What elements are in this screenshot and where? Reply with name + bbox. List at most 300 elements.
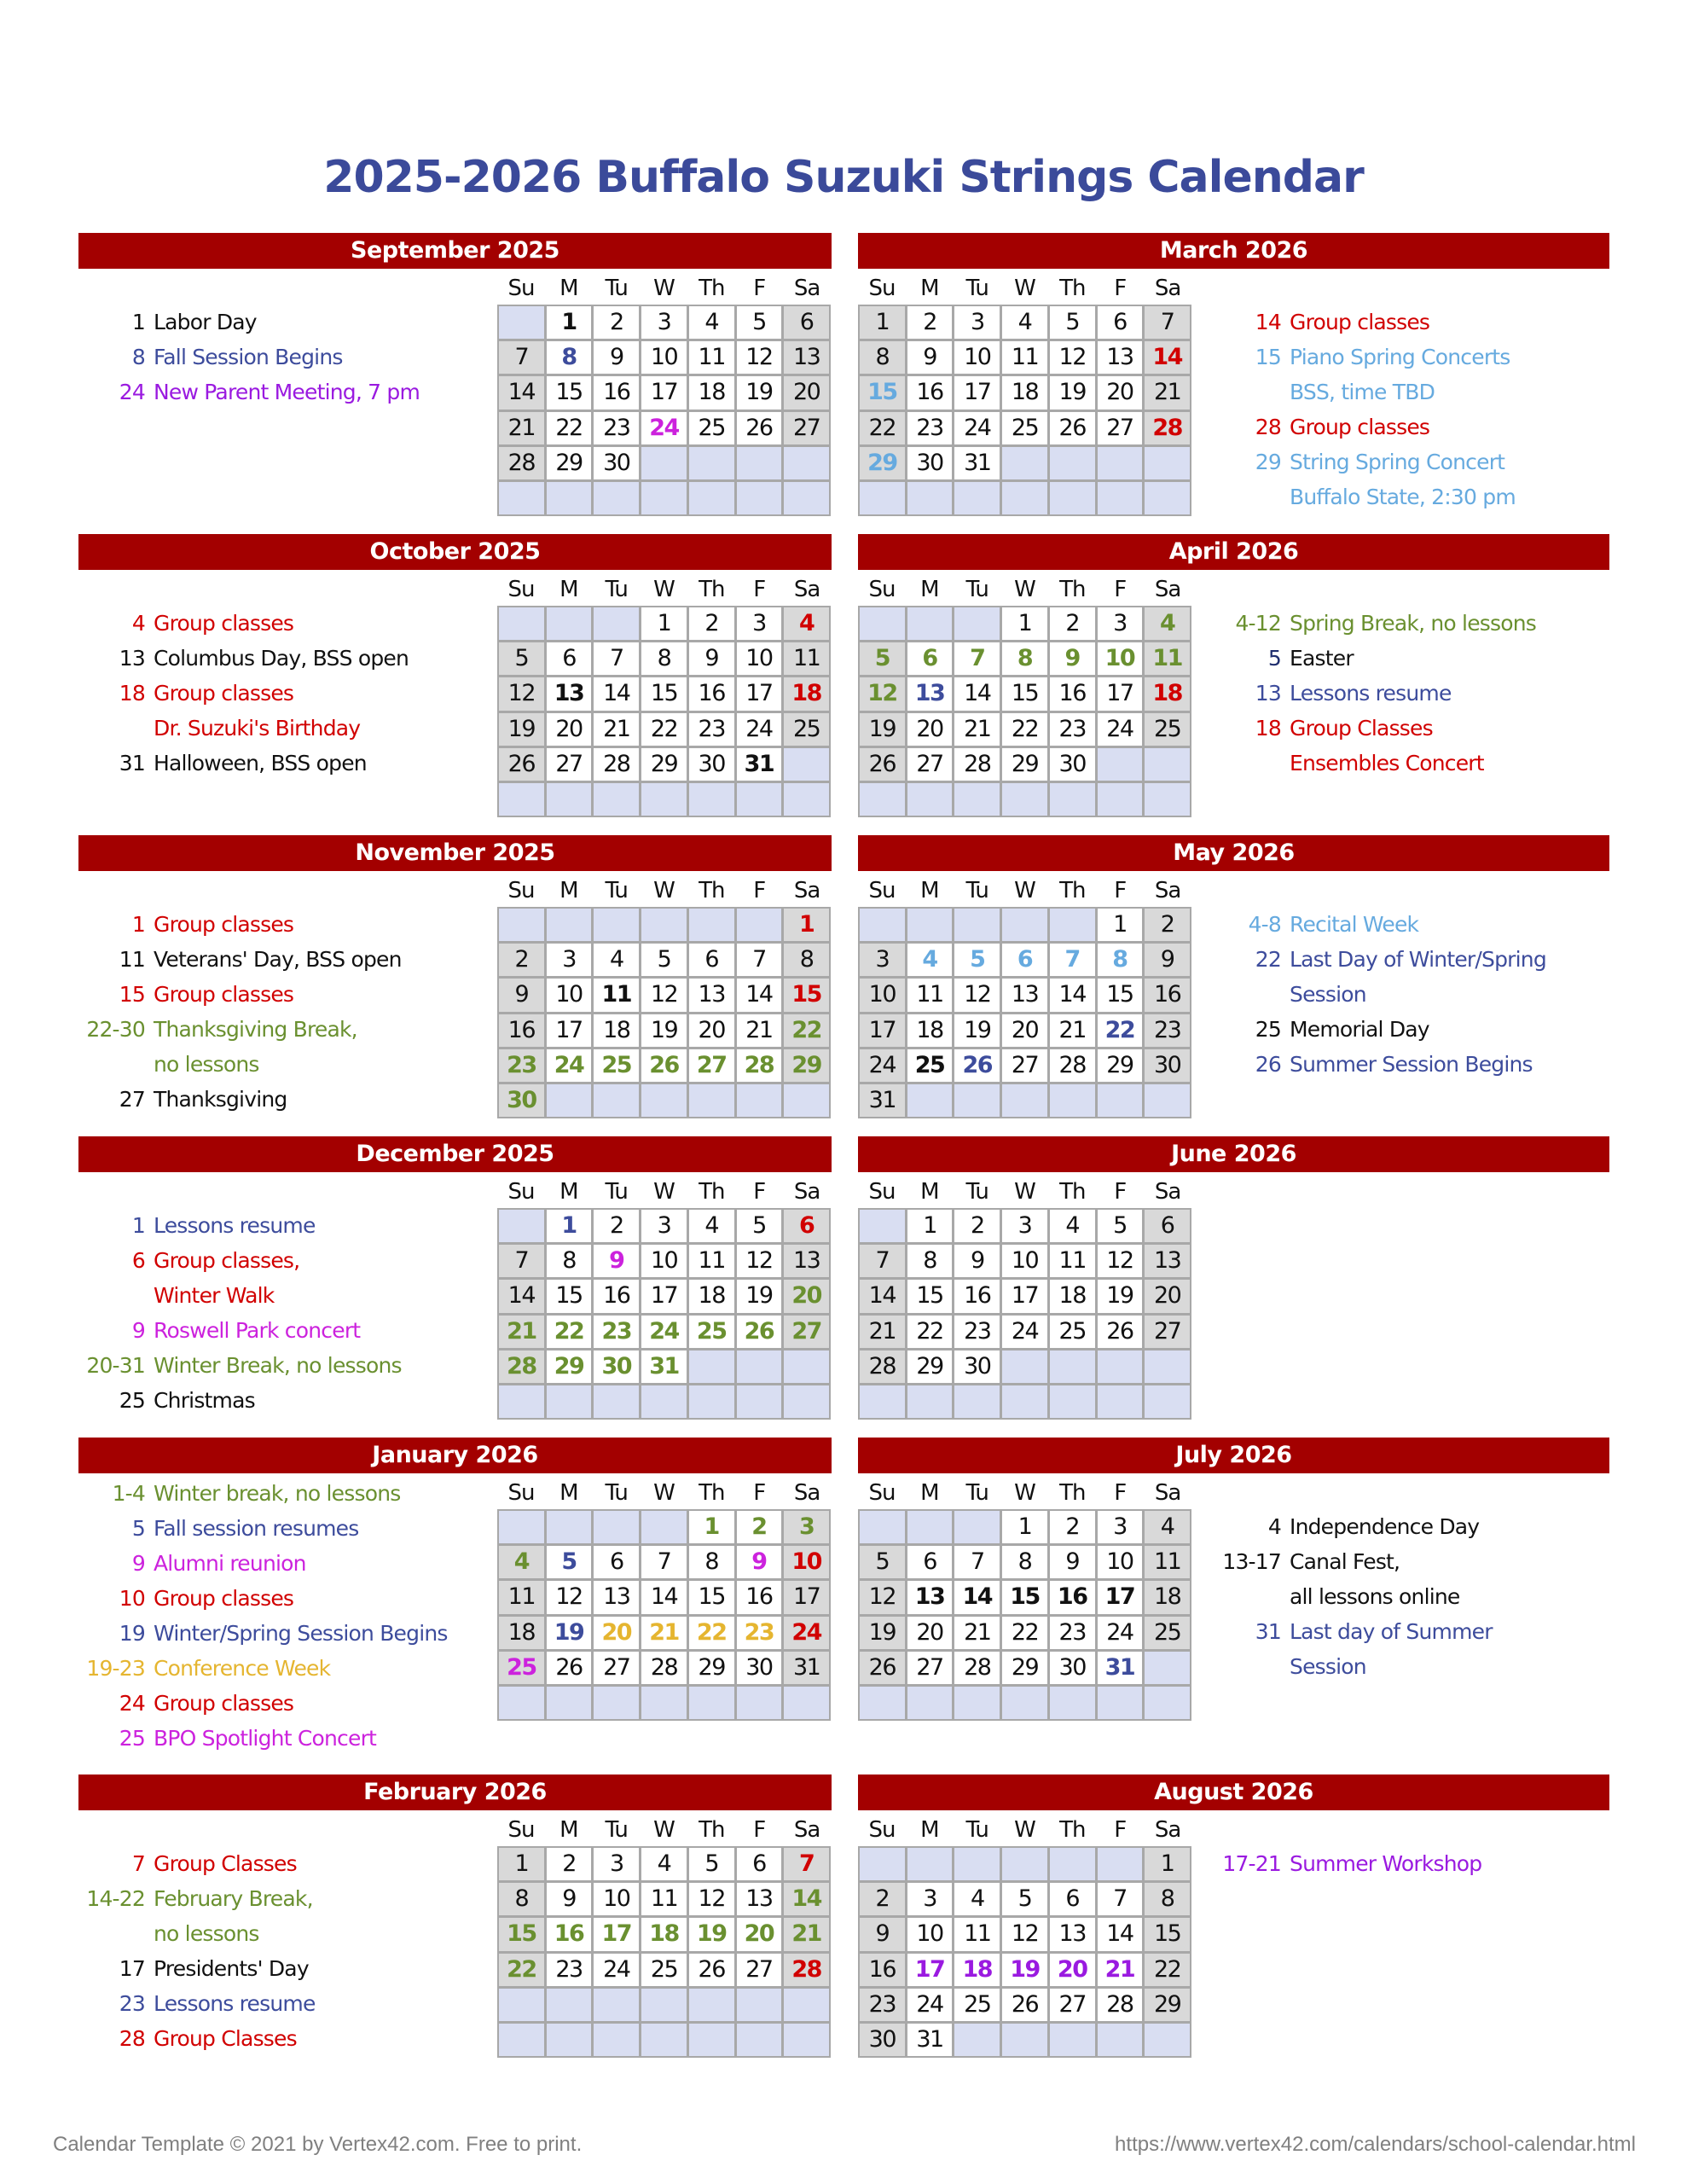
- weekday-label: M: [559, 1817, 578, 1843]
- day-cell: 21: [954, 713, 1000, 746]
- weekday-label: Th: [1059, 1179, 1086, 1205]
- weekday-label: Su: [868, 1817, 896, 1843]
- day-cell: 17: [641, 1280, 687, 1312]
- event-date: 13: [119, 646, 145, 671]
- day-cell: 2: [907, 306, 953, 339]
- day-cell: 25: [1145, 1617, 1190, 1649]
- event-label: Veterans' Day, BSS open: [154, 947, 402, 972]
- day-cell: 6: [1050, 1883, 1095, 1915]
- day-cell: 16: [547, 1918, 592, 1950]
- day-cell: 25: [1050, 1316, 1095, 1348]
- weekday-label: Su: [868, 577, 896, 602]
- event-item: [1216, 305, 1609, 340]
- empty-day-cell: [547, 482, 592, 514]
- event-date: 31: [119, 751, 145, 775]
- day-cell: 27: [594, 1652, 639, 1684]
- footer-url[interactable]: https://www.vertex42.com/calendars/school-calendar.html: [1115, 2133, 1636, 2156]
- weekday-label: Th: [699, 878, 725, 903]
- weekday-label: Tu: [605, 1179, 628, 1205]
- weekday-label: Su: [507, 1179, 535, 1205]
- day-cell: 20: [907, 713, 953, 746]
- day-cell: 27: [907, 1652, 953, 1684]
- event-item: [78, 1511, 488, 1546]
- day-cell: 19: [499, 713, 544, 746]
- weekday-label: Tu: [605, 577, 628, 602]
- day-cell: 12: [860, 677, 905, 710]
- event-item: [1216, 1649, 1609, 1684]
- weekday-label: Su: [507, 1480, 535, 1506]
- event-date: 1-4: [112, 1481, 145, 1506]
- event-list: [78, 907, 488, 1117]
- day-cell: 5: [689, 1848, 734, 1880]
- event-label: Group classes: [154, 982, 294, 1007]
- day-cell: 20: [907, 1617, 953, 1649]
- day-cell: 20: [1050, 1954, 1095, 1986]
- weekday-label: M: [920, 276, 939, 301]
- event-label: Group classes,: [154, 1248, 300, 1273]
- event-item: [1216, 606, 1609, 641]
- day-cell: 6: [547, 642, 592, 675]
- event-item: [78, 1846, 488, 1881]
- event-label: BSS, time TBD: [1290, 380, 1435, 404]
- day-cell: 9: [1145, 944, 1190, 976]
- day-cell: 29: [784, 1049, 829, 1082]
- event-date: 27: [119, 1087, 145, 1112]
- empty-day-cell: [907, 482, 953, 514]
- event-label: February Break,: [154, 1886, 313, 1911]
- weekday-label: F: [753, 1179, 766, 1205]
- event-label: Thanksgiving Break,: [154, 1017, 357, 1042]
- day-cell: 23: [594, 412, 639, 444]
- event-item: [78, 1348, 488, 1383]
- event-date: 8: [131, 345, 145, 369]
- weekday-label: W: [1014, 878, 1035, 903]
- event-label: Memorial Day: [1290, 1017, 1429, 1042]
- day-cell: 25: [907, 1049, 953, 1082]
- day-cell: 10: [954, 341, 1000, 374]
- day-cell: 7: [499, 1245, 544, 1277]
- day-cell: 31: [784, 1652, 829, 1684]
- event-label: Independence Day: [1290, 1514, 1480, 1539]
- day-cell: 5: [1002, 1883, 1047, 1915]
- empty-day-cell: [1098, 1350, 1143, 1383]
- month-grid: [497, 305, 831, 516]
- day-cell: 26: [1002, 1989, 1047, 2021]
- weekday-header: [858, 575, 1191, 604]
- day-cell: 11: [689, 1245, 734, 1277]
- empty-day-cell: [1098, 1848, 1143, 1880]
- day-cell: 20: [784, 376, 829, 409]
- day-cell: 27: [1050, 1989, 1095, 2021]
- day-cell: 7: [860, 1245, 905, 1277]
- empty-day-cell: [954, 909, 1000, 941]
- empty-day-cell: [784, 1989, 829, 2021]
- empty-day-cell: [954, 607, 1000, 640]
- day-cell: 22: [1002, 713, 1047, 746]
- weekday-label: Tu: [965, 1817, 988, 1843]
- empty-day-cell: [1002, 482, 1047, 514]
- event-item: [78, 2021, 488, 2056]
- day-cell: 31: [737, 748, 782, 781]
- day-cell: 28: [737, 1049, 782, 1082]
- event-list: [1216, 1509, 1609, 1684]
- empty-day-cell: [1050, 2024, 1095, 2056]
- day-cell: 18: [1145, 677, 1190, 710]
- empty-day-cell: [860, 909, 905, 941]
- day-cell: 22: [499, 1954, 544, 1986]
- event-label: Presidents' Day: [154, 1956, 309, 1981]
- empty-day-cell: [1002, 447, 1047, 479]
- event-item: [78, 375, 488, 410]
- day-cell: 15: [689, 1581, 734, 1613]
- empty-day-cell: [499, 1511, 544, 1543]
- empty-day-cell: [954, 482, 1000, 514]
- empty-day-cell: [784, 748, 829, 781]
- day-cell: 23: [689, 713, 734, 746]
- event-label: Group Classes: [154, 2026, 297, 2051]
- day-cell: 8: [547, 1245, 592, 1277]
- empty-day-cell: [689, 1989, 734, 2021]
- event-item: [1216, 1846, 1609, 1881]
- event-date: 20-31: [86, 1353, 145, 1378]
- empty-day-cell: [1098, 482, 1143, 514]
- event-item: [78, 1383, 488, 1418]
- day-cell: 25: [499, 1652, 544, 1684]
- day-cell: 2: [1145, 909, 1190, 941]
- event-item: [78, 305, 488, 340]
- day-cell: 30: [594, 1350, 639, 1383]
- day-cell: 23: [1145, 1014, 1190, 1047]
- event-label: no lessons: [154, 1921, 259, 1946]
- event-item: [78, 1986, 488, 2021]
- day-cell: 20: [1145, 1280, 1190, 1312]
- event-list: [78, 1208, 488, 1418]
- day-cell: 23: [1050, 713, 1095, 746]
- day-cell: 2: [499, 944, 544, 976]
- day-cell: 17: [784, 1581, 829, 1613]
- day-cell: 28: [784, 1954, 829, 1986]
- empty-day-cell: [954, 1511, 1000, 1543]
- day-cell: 23: [499, 1049, 544, 1082]
- day-cell: 22: [547, 412, 592, 444]
- event-date: 24: [119, 380, 145, 404]
- day-cell: 19: [737, 1280, 782, 1312]
- day-cell: 27: [1145, 1316, 1190, 1348]
- empty-day-cell: [547, 1687, 592, 1719]
- day-cell: 8: [547, 341, 592, 374]
- event-date: 22-30: [86, 1017, 145, 1042]
- day-cell: 15: [1002, 1581, 1047, 1613]
- day-cell: 9: [954, 1245, 1000, 1277]
- event-list: [1216, 1846, 1609, 1881]
- day-cell: 14: [784, 1883, 829, 1915]
- day-cell: 31: [907, 2024, 953, 2056]
- weekday-label: Sa: [793, 1480, 820, 1506]
- day-cell: 14: [1098, 1918, 1143, 1950]
- day-cell: 18: [1145, 1581, 1190, 1613]
- event-item: [78, 1278, 488, 1313]
- day-cell: 11: [954, 1918, 1000, 1950]
- day-cell: 4: [907, 944, 953, 976]
- weekday-label: Th: [1059, 1480, 1086, 1506]
- day-cell: 10: [1002, 1245, 1047, 1277]
- empty-day-cell: [784, 1385, 829, 1418]
- day-cell: 6: [784, 306, 829, 339]
- weekday-label: Th: [699, 1817, 725, 1843]
- day-cell: 13: [907, 1581, 953, 1613]
- day-cell: 23: [860, 1989, 905, 2021]
- day-cell: 18: [641, 1918, 687, 1950]
- day-cell: 1: [547, 1210, 592, 1242]
- empty-day-cell: [1002, 1350, 1047, 1383]
- event-list: [78, 305, 488, 410]
- event-label: Thanksgiving: [154, 1087, 287, 1112]
- day-cell: 24: [641, 412, 687, 444]
- day-cell: 16: [594, 376, 639, 409]
- day-cell: 18: [784, 677, 829, 710]
- day-cell: 7: [499, 341, 544, 374]
- day-cell: 27: [1002, 1049, 1047, 1082]
- weekday-label: Th: [1059, 878, 1086, 903]
- empty-day-cell: [860, 783, 905, 816]
- day-cell: 29: [641, 748, 687, 781]
- day-cell: 31: [641, 1350, 687, 1383]
- day-cell: 19: [1002, 1954, 1047, 1986]
- empty-day-cell: [594, 482, 639, 514]
- day-cell: 26: [737, 1316, 782, 1348]
- day-cell: 9: [860, 1918, 905, 1950]
- day-cell: 6: [907, 1546, 953, 1578]
- day-cell: 10: [547, 979, 592, 1011]
- day-cell: 5: [499, 642, 544, 675]
- empty-day-cell: [907, 1511, 953, 1543]
- day-cell: 1: [860, 306, 905, 339]
- day-cell: 27: [1098, 412, 1143, 444]
- event-item: [78, 1651, 488, 1686]
- day-cell: 29: [860, 447, 905, 479]
- day-cell: 25: [1145, 713, 1190, 746]
- empty-day-cell: [1098, 2024, 1143, 2056]
- month-title: January 2026: [78, 1438, 832, 1473]
- day-cell: 26: [1050, 412, 1095, 444]
- day-cell: 22: [641, 713, 687, 746]
- month-title: September 2025: [78, 233, 832, 269]
- weekday-label: F: [1114, 1179, 1127, 1205]
- day-cell: 20: [594, 1617, 639, 1649]
- event-date: 13-17: [1222, 1549, 1281, 1574]
- weekday-label: Tu: [605, 276, 628, 301]
- day-cell: 6: [1145, 1210, 1190, 1242]
- day-cell: 26: [499, 748, 544, 781]
- day-cell: 30: [860, 2024, 905, 2056]
- day-cell: 19: [689, 1918, 734, 1950]
- day-cell: 24: [1002, 1316, 1047, 1348]
- day-cell: 15: [1098, 979, 1143, 1011]
- event-label: Lessons resume: [154, 1213, 316, 1238]
- day-cell: 5: [737, 306, 782, 339]
- event-item: [78, 606, 488, 641]
- day-cell: 1: [1002, 607, 1047, 640]
- day-cell: 10: [860, 979, 905, 1011]
- event-label: Group classes: [1290, 415, 1430, 439]
- day-cell: 30: [1050, 748, 1095, 781]
- event-item: [1216, 942, 1609, 977]
- event-date: 6: [131, 1248, 145, 1273]
- event-date: 19-23: [86, 1656, 145, 1681]
- day-cell: 5: [547, 1546, 592, 1578]
- event-date: 1: [131, 310, 145, 334]
- event-label: Piano Spring Concerts: [1290, 345, 1510, 369]
- event-label: Fall session resumes: [154, 1516, 359, 1541]
- event-list: [78, 1846, 488, 2056]
- day-cell: 22: [784, 1014, 829, 1047]
- empty-day-cell: [737, 1989, 782, 2021]
- day-cell: 19: [641, 1014, 687, 1047]
- day-cell: 28: [954, 748, 1000, 781]
- day-cell: 21: [1050, 1014, 1095, 1047]
- day-cell: 29: [547, 1350, 592, 1383]
- day-cell: 28: [594, 748, 639, 781]
- day-cell: 11: [689, 341, 734, 374]
- day-cell: 11: [907, 979, 953, 1011]
- event-label: String Spring Concert: [1290, 450, 1505, 474]
- empty-day-cell: [1050, 783, 1095, 816]
- day-cell: 25: [784, 713, 829, 746]
- event-label: Winter Break, no lessons: [154, 1353, 402, 1378]
- event-label: Summer Session Begins: [1290, 1052, 1533, 1077]
- event-label: Group classes: [154, 912, 294, 937]
- weekday-label: M: [920, 878, 939, 903]
- day-cell: 14: [860, 1280, 905, 1312]
- day-cell: 1: [1002, 1511, 1047, 1543]
- day-cell: 6: [594, 1546, 639, 1578]
- weekday-label: Tu: [965, 878, 988, 903]
- day-cell: 3: [737, 607, 782, 640]
- weekday-label: Su: [868, 878, 896, 903]
- day-cell: 21: [860, 1316, 905, 1348]
- event-label: Labor Day: [154, 310, 257, 334]
- empty-day-cell: [547, 783, 592, 816]
- day-cell: 28: [1098, 1989, 1143, 2021]
- event-label: Summer Workshop: [1290, 1851, 1482, 1876]
- weekday-label: Sa: [1154, 1817, 1181, 1843]
- event-label: Group Classes: [154, 1851, 297, 1876]
- day-cell: 16: [1145, 979, 1190, 1011]
- day-cell: 27: [737, 1954, 782, 1986]
- empty-day-cell: [860, 607, 905, 640]
- day-cell: 29: [1145, 1989, 1190, 2021]
- event-list: [1216, 606, 1609, 781]
- event-item: [78, 977, 488, 1012]
- day-cell: 30: [689, 748, 734, 781]
- month-block: [78, 1774, 832, 2056]
- empty-day-cell: [737, 482, 782, 514]
- weekday-label: Tu: [965, 577, 988, 602]
- month-grid: [858, 1846, 1191, 2058]
- empty-day-cell: [1098, 783, 1143, 816]
- day-cell: 10: [737, 642, 782, 675]
- event-label: Group classes: [154, 611, 294, 636]
- month-title: July 2026: [858, 1438, 1609, 1473]
- weekday-label: Sa: [793, 878, 820, 903]
- day-cell: 31: [860, 1084, 905, 1117]
- weekday-label: Sa: [793, 276, 820, 301]
- day-cell: 20: [784, 1280, 829, 1312]
- day-cell: 13: [1050, 1918, 1095, 1950]
- empty-day-cell: [1145, 1652, 1190, 1684]
- day-cell: 6: [1098, 306, 1143, 339]
- event-item: [78, 942, 488, 977]
- weekday-label: Sa: [793, 1179, 820, 1205]
- event-date: 4: [1267, 1514, 1281, 1539]
- event-item: [1216, 977, 1609, 1012]
- empty-day-cell: [594, 1084, 639, 1117]
- day-cell: 9: [594, 341, 639, 374]
- day-cell: 29: [1002, 1652, 1047, 1684]
- event-date: 5: [1267, 646, 1281, 671]
- day-cell: 21: [737, 1014, 782, 1047]
- month-grid: [497, 907, 831, 1118]
- event-label: Group Classes: [1290, 716, 1433, 741]
- day-cell: 12: [954, 979, 1000, 1011]
- day-cell: 24: [737, 713, 782, 746]
- day-cell: 25: [594, 1049, 639, 1082]
- empty-day-cell: [1098, 1385, 1143, 1418]
- day-cell: 5: [1050, 306, 1095, 339]
- empty-day-cell: [1145, 748, 1190, 781]
- day-cell: 3: [1002, 1210, 1047, 1242]
- month-title: November 2025: [78, 835, 832, 871]
- weekday-label: W: [653, 1480, 675, 1506]
- empty-day-cell: [1145, 1350, 1190, 1383]
- day-cell: 6: [907, 642, 953, 675]
- day-cell: 4: [689, 1210, 734, 1242]
- empty-day-cell: [860, 1848, 905, 1880]
- empty-day-cell: [689, 1385, 734, 1418]
- empty-day-cell: [907, 1687, 953, 1719]
- empty-day-cell: [499, 1385, 544, 1418]
- weekday-label: F: [753, 577, 766, 602]
- day-cell: 7: [1098, 1883, 1143, 1915]
- weekday-label: W: [1014, 1817, 1035, 1843]
- day-cell: 11: [1002, 341, 1047, 374]
- footer-copyright: Calendar Template © 2021 by Vertex42.com. Free to print.: [53, 2133, 583, 2156]
- day-cell: 1: [499, 1848, 544, 1880]
- day-cell: 15: [907, 1280, 953, 1312]
- weekday-label: Th: [1059, 1817, 1086, 1843]
- weekday-label: M: [559, 577, 578, 602]
- month-grid: [497, 1208, 831, 1420]
- empty-day-cell: [689, 2024, 734, 2056]
- event-label: BPO Spotlight Concert: [154, 1726, 377, 1751]
- day-cell: 13: [737, 1883, 782, 1915]
- day-cell: 18: [594, 1014, 639, 1047]
- day-cell: 3: [907, 1883, 953, 1915]
- day-cell: 19: [547, 1617, 592, 1649]
- day-cell: 30: [594, 447, 639, 479]
- day-cell: 5: [860, 642, 905, 675]
- event-date: 24: [119, 1691, 145, 1716]
- event-item: [78, 676, 488, 711]
- day-cell: 3: [594, 1848, 639, 1880]
- month-grid: [858, 305, 1191, 516]
- event-date: 1: [131, 1213, 145, 1238]
- empty-day-cell: [641, 2024, 687, 2056]
- day-cell: 9: [594, 1245, 639, 1277]
- day-cell: 19: [1050, 376, 1095, 409]
- weekday-label: W: [653, 878, 675, 903]
- day-cell: 5: [737, 1210, 782, 1242]
